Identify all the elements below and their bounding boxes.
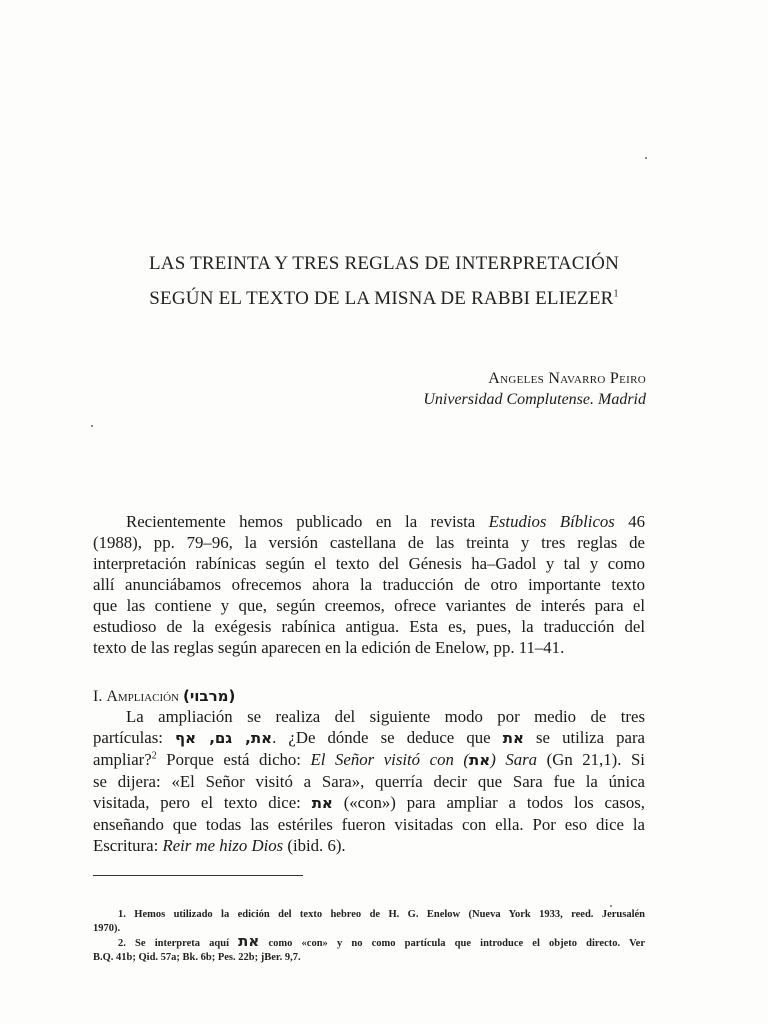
article-title-line-2: SEGÚN EL TEXTO DE LA MISNA DE RABBI ELIEZER$^1$: [149, 288, 619, 309]
footnote-divider: [93, 875, 303, 876]
journal-name: Estudios Bíblicos: [488, 512, 615, 531]
section-line: se dijera: «El Señor visitó a Sara», querría decir que Sara fue la única: [93, 772, 645, 791]
intro-line: interpretación rabínicas según el texto del Génesis ha–Gadol y tal y como: [93, 554, 645, 573]
author-affiliation: Universidad Complutense. Madrid: [423, 391, 646, 408]
scan-speck: [610, 905, 612, 907]
section-line: Escritura: Reir me hizo Dios (ibid. 6).: [93, 836, 346, 855]
intro-line: (1988), pp. 79–96, la versión castellana de las treinta y tres reglas de: [93, 533, 645, 552]
footnote-2: 2. Se interpreta aquí את como «con» y no como partícula que introduce el objeto directo. Ver B.Q. 41b; Qid. 57a; Bk. 6b; Pes. 22b; jBer. 9,7.: [93, 932, 646, 963]
scan-speck: [91, 425, 93, 427]
footnote-ref-1[interactable]: 1: [613, 288, 619, 300]
hebrew-particle: את: [502, 729, 524, 747]
author-name: Angeles Navarro Peiro: [488, 370, 646, 387]
intro-line: que las contiene y que, según creemos, ofrece variantes de interés para el: [93, 596, 645, 615]
section-line: La ampliación se realiza del siguiente modo por medio de tres: [126, 707, 645, 726]
intro-line: Recientemente hemos publicado en la revista Estudios Bíblicos 46: [126, 512, 645, 531]
hebrew-particles: את, גם, אף: [175, 729, 273, 747]
article-title-line-1: LAS TREINTA Y TRES REGLAS DE INTERPRETACIÓN: [148, 253, 619, 274]
intro-paragraph: [93, 511, 645, 658]
section-1-paragraph: [93, 706, 645, 856]
section-heading: I. Ampliación (מרבוי): [93, 687, 236, 705]
intro-line: texto de las reglas según aparecen en la edición de Enelow, pp. 11–41.: [93, 638, 565, 657]
section-line: partículas: את, גם, אף. ¿De dónde se deduce que את se utiliza para: [93, 728, 646, 747]
section-line: enseñando que todas las estériles fueron visitadas con ella. Por eso dice la: [93, 815, 645, 834]
footnote-1: 1. Hemos utilizado la edición del texto hebreo de H. G. Enelow (Nueva York 1933, reed. Jerusalén 1970).: [93, 909, 645, 934]
hebrew-particle: את: [238, 932, 260, 950]
footnote-ref-2[interactable]: 2: [151, 750, 157, 762]
intro-line: estudioso de la exégesis rabínica antigua. Esta es, pues, la traducción del: [93, 617, 645, 636]
section-line: visitada, pero el texto dice: את («con») para ampliar a todos los casos,: [93, 793, 645, 812]
hebrew-particle: את: [311, 794, 333, 812]
intro-line: allí anunciábamos ofrecemos ahora la traducción de otro importante texto: [93, 575, 645, 594]
hebrew-term: (מרבוי): [183, 687, 236, 705]
section-line: ampliar?$^2$ Porque está dicho: El Señor visitó con (את) Sara (Gn 21,1). Si: [93, 750, 645, 769]
hebrew-particle: את: [469, 751, 491, 769]
scan-speck: [645, 157, 647, 159]
